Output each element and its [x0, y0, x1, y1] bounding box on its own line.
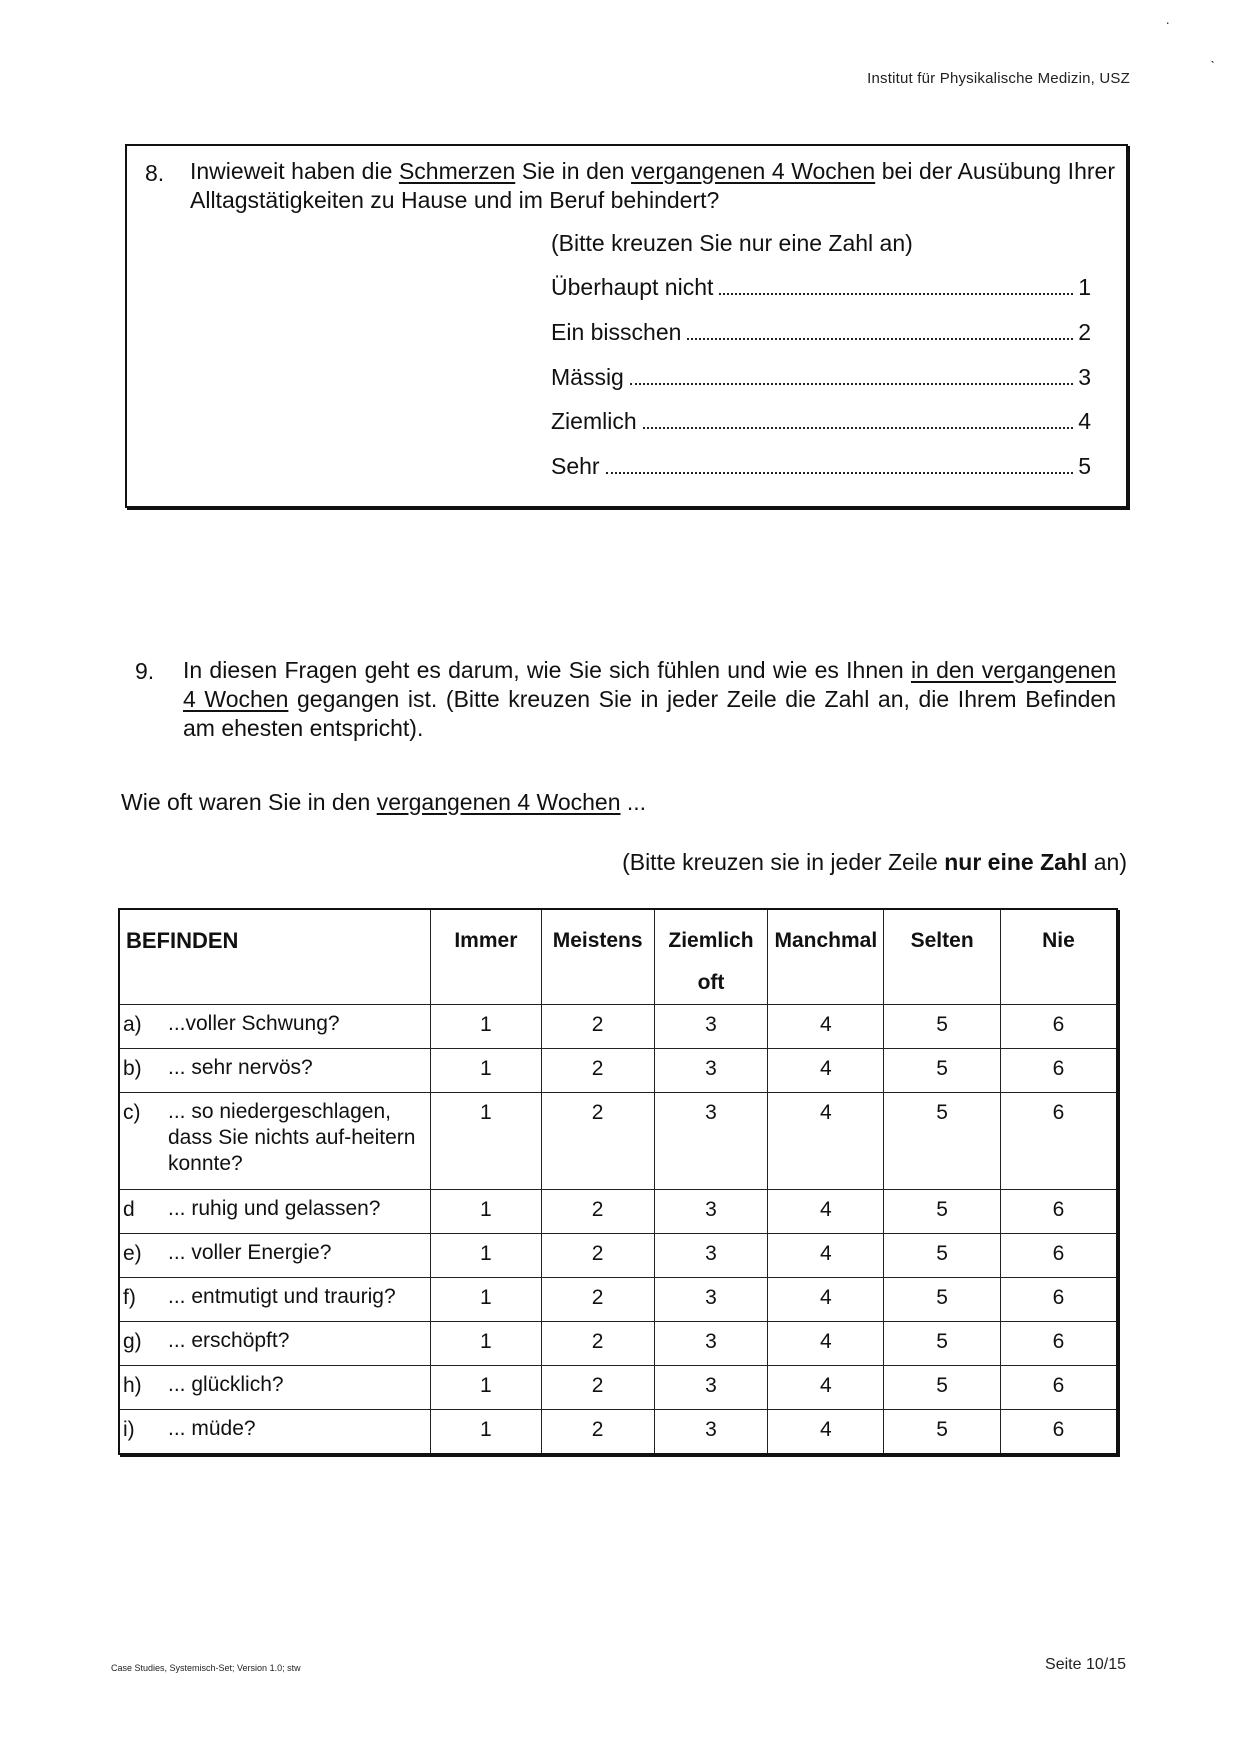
table-row	[119, 1322, 1117, 1366]
dot-leader	[630, 382, 1073, 385]
row-letter: e)	[123, 1242, 142, 1265]
answer-cell[interactable]: 5	[884, 1410, 1001, 1454]
row-text: ... sehr nervös?	[168, 1056, 313, 1079]
answer-cell[interactable]: 4	[768, 1093, 884, 1190]
answer-cell[interactable]: 1	[431, 1049, 542, 1093]
answer-cell[interactable]: 1	[431, 1410, 542, 1454]
answer-cell[interactable]: 5	[884, 1366, 1001, 1410]
answer-cell[interactable]: 3	[654, 1322, 768, 1366]
answer-option-value[interactable]: 1	[1078, 274, 1091, 300]
question-8-box	[125, 144, 1128, 508]
answer-cell[interactable]: 4	[768, 1322, 884, 1366]
answer-cell[interactable]: 6	[1000, 1410, 1117, 1454]
row-letter: h)	[123, 1374, 142, 1397]
answer-option-label: Sehr	[551, 453, 600, 479]
answer-option[interactable]	[551, 453, 1091, 483]
row-text: ... erschöpft?	[168, 1329, 290, 1352]
row-letter: i)	[123, 1418, 135, 1441]
dot-leader	[643, 426, 1074, 429]
row-letter: c)	[123, 1101, 141, 1124]
table-header-row	[119, 909, 1117, 1005]
column-header: Selten	[884, 909, 1001, 1005]
answer-cell[interactable]: 4	[768, 1410, 884, 1454]
answer-cell[interactable]: 2	[541, 1410, 654, 1454]
column-header: BEFINDEN	[119, 909, 431, 1005]
answer-cell[interactable]: 4	[768, 1366, 884, 1410]
row-text: ... müde?	[168, 1417, 256, 1440]
answer-cell[interactable]: 5	[884, 1278, 1001, 1322]
table-row	[119, 1190, 1117, 1234]
answer-cell[interactable]: 5	[884, 1234, 1001, 1278]
answer-cell[interactable]: 1	[431, 1278, 542, 1322]
befinden-table	[118, 908, 1118, 1455]
answer-cell[interactable]: 6	[1000, 1190, 1117, 1234]
answer-cell[interactable]: 1	[431, 1366, 542, 1410]
answer-option-label: Mässig	[551, 364, 624, 390]
question-9-text: In diesen Fragen geht es darum, wie Sie sich fühlen und wie es Ihnen in den vergangenen 4 Wochen gegangen ist. (Bitte kreuzen Sie in jeder Zeile die Zahl an, die Ihrem Befinden am ehesten entspricht).	[183, 657, 1117, 741]
answer-cell[interactable]: 1	[431, 1005, 542, 1049]
column-header: Meistens	[541, 909, 654, 1005]
answer-cell[interactable]: 3	[654, 1234, 768, 1278]
answer-cell[interactable]: 3	[654, 1190, 768, 1234]
row-letter: b)	[123, 1057, 142, 1080]
answer-cell[interactable]: 4	[768, 1234, 884, 1278]
row-text: ... voller Energie?	[168, 1241, 332, 1264]
dot-leader	[687, 337, 1073, 340]
table-row	[119, 1278, 1117, 1322]
answer-cell[interactable]: 3	[654, 1366, 768, 1410]
row-label-cell	[119, 1410, 431, 1454]
answer-cell[interactable]: 5	[884, 1093, 1001, 1190]
table-row	[119, 1410, 1117, 1454]
answer-option[interactable]	[551, 408, 1091, 438]
page-number: Seite 10/15	[1045, 1656, 1126, 1673]
answer-option-value[interactable]: 5	[1078, 453, 1091, 479]
answer-cell[interactable]: 4	[768, 1049, 884, 1093]
table-row	[119, 1366, 1117, 1410]
answer-option[interactable]	[551, 319, 1091, 349]
answer-cell[interactable]: 3	[654, 1278, 768, 1322]
row-text: ... entmutigt und traurig?	[168, 1285, 396, 1308]
answer-cell[interactable]: 6	[1000, 1049, 1117, 1093]
answer-cell[interactable]: 2	[541, 1278, 654, 1322]
answer-cell[interactable]: 3	[654, 1049, 768, 1093]
answer-cell[interactable]: 1	[431, 1234, 542, 1278]
answer-cell[interactable]: 1	[431, 1190, 542, 1234]
table-row	[119, 1005, 1117, 1049]
row-letter: a)	[123, 1013, 142, 1036]
answer-option-value[interactable]: 3	[1078, 364, 1091, 390]
answer-cell[interactable]: 4	[768, 1278, 884, 1322]
answer-cell[interactable]: 6	[1000, 1278, 1117, 1322]
table-row	[119, 1234, 1117, 1278]
answer-cell[interactable]: 2	[541, 1190, 654, 1234]
row-label-cell	[119, 1093, 431, 1190]
answer-option-value[interactable]: 4	[1078, 408, 1091, 434]
answer-option-label: Ein bisschen	[551, 319, 682, 345]
answer-cell[interactable]: 3	[654, 1093, 768, 1190]
answer-cell[interactable]: 3	[654, 1410, 768, 1454]
answer-cell[interactable]: 5	[884, 1322, 1001, 1366]
answer-cell[interactable]: 5	[884, 1005, 1001, 1049]
row-label-cell	[119, 1278, 431, 1322]
row-label-cell	[119, 1005, 431, 1049]
answer-cell[interactable]: 6	[1000, 1093, 1117, 1190]
row-label-cell	[119, 1366, 431, 1410]
answer-cell[interactable]: 6	[1000, 1366, 1117, 1410]
question-9-instruction: (Bitte kreuzen sie in jeder Zeile nur eine Zahl an)	[622, 849, 1127, 875]
dot-leader	[719, 292, 1073, 295]
footer-version: Case Studies, Systemisch-Set; Version 1.0; stw	[111, 1663, 301, 1673]
scan-mark: ˋ	[1210, 58, 1215, 74]
dot-leader	[606, 471, 1074, 474]
column-header: Ziemlich oft	[654, 909, 768, 1005]
answer-option[interactable]	[551, 274, 1091, 304]
question-9-lead: Wie oft waren Sie in den vergangenen 4 Wochen ...	[121, 789, 647, 815]
column-header: Manchmal	[768, 909, 884, 1005]
row-letter: f)	[123, 1286, 136, 1309]
row-letter: g)	[123, 1330, 142, 1353]
table-row	[119, 1093, 1117, 1190]
answer-option-value[interactable]: 2	[1078, 319, 1091, 345]
column-header: Immer	[431, 909, 542, 1005]
row-text: ... glücklich?	[168, 1373, 284, 1396]
answer-cell[interactable]: 2	[541, 1234, 654, 1278]
answer-cell[interactable]: 1	[431, 1322, 542, 1366]
answer-cell[interactable]: 2	[541, 1005, 654, 1049]
answer-cell[interactable]: 6	[1000, 1234, 1117, 1278]
column-header: Nie	[1000, 909, 1117, 1005]
scan-mark: ·	[1165, 14, 1170, 30]
row-label-cell	[119, 1049, 431, 1093]
answer-cell[interactable]: 2	[541, 1049, 654, 1093]
row-label-cell	[119, 1190, 431, 1234]
answer-option[interactable]	[551, 364, 1091, 394]
answer-cell[interactable]: 6	[1000, 1005, 1117, 1049]
answer-cell[interactable]: 1	[431, 1093, 542, 1190]
row-label-cell	[119, 1322, 431, 1366]
answer-cell[interactable]: 6	[1000, 1322, 1117, 1366]
row-label-cell	[119, 1234, 431, 1278]
question-9-number: 9.	[135, 658, 155, 684]
answer-cell[interactable]: 5	[884, 1190, 1001, 1234]
institute-header: Institut für Physikalische Medizin, USZ	[867, 70, 1130, 87]
answer-cell[interactable]: 5	[884, 1049, 1001, 1093]
question-8-text: Inwieweit haben die Schmerzen Sie in den vergangenen 4 Wochen bei der Ausübung Ihrer Alltagstätigkeiten zu Hause und im Beruf behindert?	[190, 158, 1115, 213]
answer-option-label: Ziemlich	[551, 408, 637, 434]
row-text: ... so niedergeschlagen, dass Sie nichts auf-heitern konnte?	[168, 1100, 416, 1175]
answer-cell[interactable]: 4	[768, 1005, 884, 1049]
question-8-number: 8.	[145, 160, 165, 186]
row-letter: d	[123, 1198, 135, 1221]
row-text: ...voller Schwung?	[168, 1012, 340, 1035]
answer-option-label: Überhaupt nicht	[551, 274, 714, 300]
answer-cell[interactable]: 2	[541, 1093, 654, 1190]
answer-cell[interactable]: 3	[654, 1005, 768, 1049]
table-row	[119, 1049, 1117, 1093]
row-text: ... ruhig und gelassen?	[168, 1197, 381, 1220]
answer-cell[interactable]: 2	[541, 1322, 654, 1366]
question-8-instruction: (Bitte kreuzen Sie nur eine Zahl an)	[551, 230, 913, 256]
answer-cell[interactable]: 2	[541, 1366, 654, 1410]
answer-cell[interactable]: 4	[768, 1190, 884, 1234]
